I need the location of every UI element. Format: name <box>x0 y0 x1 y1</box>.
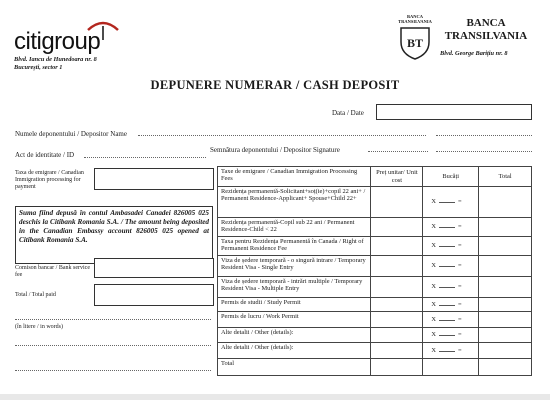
bt-address: Blvd. George Barițiu nr. 8 <box>440 50 508 57</box>
fee-row-unit-cost[interactable] <box>371 218 423 237</box>
fee-row-quantity[interactable] <box>423 277 479 298</box>
fee-row-quantity[interactable] <box>423 237 479 256</box>
bank-fee-label: Comison bancar / Bank service fee <box>15 265 90 278</box>
quantity-blank[interactable] <box>439 320 455 321</box>
fee-row-unit-cost[interactable] <box>371 187 423 218</box>
fees-table <box>217 166 532 376</box>
multiply-symbol: X <box>431 300 436 308</box>
equals-symbol: = <box>457 300 462 308</box>
in-words-label: (în litere / in words) <box>15 324 63 330</box>
equals-symbol: = <box>457 242 462 250</box>
quantity-blank[interactable] <box>439 351 455 352</box>
fee-row-unit-cost[interactable] <box>371 277 423 298</box>
multiply-symbol: X <box>431 262 436 270</box>
page-bottom-edge <box>0 394 550 400</box>
fee-row-unit-cost[interactable] <box>371 328 423 343</box>
quantity-blank[interactable] <box>439 266 455 267</box>
citi-address <box>14 56 97 72</box>
total-paid-label: Total / Total paid <box>15 292 56 298</box>
id-line[interactable] <box>84 157 206 158</box>
fees-header-unit-cost: Preț unitar/ Unit cost <box>371 167 423 187</box>
fee-row-total[interactable] <box>479 312 532 328</box>
fee-row-label: Rezidența permanentă-Copil sub 22 ani / Permanent Residence-Child < 22 <box>218 218 371 237</box>
citi-address-line2: București, sector 1 <box>14 64 63 71</box>
fee-row <box>218 328 532 343</box>
fee-row-total[interactable] <box>479 343 532 359</box>
fee-row-quantity[interactable] <box>423 328 479 343</box>
immigration-fee-field[interactable] <box>94 168 214 190</box>
quantity-blank[interactable] <box>439 227 455 228</box>
equals-symbol: = <box>457 198 462 206</box>
citi-umbrella-arc-icon <box>86 18 120 40</box>
quantity-blank[interactable] <box>439 202 455 203</box>
fee-row-label: Taxa pentru Rezidența Permanentă în Canada / Right of Permanent Residence Fee <box>218 237 371 256</box>
depositor-name-label: Numele deponentului / Depositor Name <box>15 130 127 138</box>
fee-row <box>218 256 532 277</box>
fee-row-total[interactable] <box>479 256 532 277</box>
bt-bank-name <box>440 17 532 43</box>
fees-header-description: Taxe de emigrare / Canadian Immigration Processing Fees <box>218 167 371 187</box>
bank-fee-field[interactable] <box>94 258 214 278</box>
fee-row-label: Alte detalii / Other (details): <box>218 328 371 343</box>
fee-row-total[interactable] <box>479 277 532 298</box>
signature-label: Semnătura deponentului / Depositor Signature <box>210 146 340 154</box>
equals-symbol: = <box>457 346 462 354</box>
equals-symbol: = <box>457 262 462 270</box>
fee-row-label: Alte detalii / Other (details): <box>218 343 371 359</box>
equals-symbol: = <box>457 315 462 323</box>
multiply-symbol: X <box>431 315 436 323</box>
fee-row-label: Permis de lucru / Work Permit <box>218 312 371 328</box>
fee-row <box>218 359 532 376</box>
signature-line-2[interactable] <box>436 151 532 152</box>
equals-symbol: = <box>457 331 462 339</box>
immigration-fee-label: Taxa de emigrare / Canadian Immigration processing for payment <box>15 170 84 190</box>
fees-header-pieces: Bucăți <box>423 167 479 187</box>
fees-header-total: Total <box>479 167 532 187</box>
equals-symbol: = <box>457 283 462 291</box>
citi-address-line1: Blvd. Iancu de Hunedoara nr. 8 <box>14 56 97 63</box>
fee-row-label: Total <box>218 359 371 376</box>
fee-row-unit-cost[interactable] <box>371 343 423 359</box>
fee-row-quantity[interactable] <box>423 359 479 376</box>
fee-row-unit-cost[interactable] <box>371 237 423 256</box>
fee-row-total[interactable] <box>479 328 532 343</box>
bt-name-line2: TRANSILVANIA <box>444 30 528 42</box>
signature-line[interactable] <box>368 151 428 152</box>
bt-logo-mark: BT <box>406 36 424 50</box>
fee-row-total[interactable] <box>479 218 532 237</box>
fee-row-label: Viza de ședere temporară - o singură intrare / Temporary Resident Visa - Single Entry <box>218 256 371 277</box>
fee-row-total[interactable] <box>479 237 532 256</box>
bt-logo-caption: BANCA TRANSILVANIA <box>398 14 432 24</box>
fee-row-total[interactable] <box>479 187 532 218</box>
bt-shield-icon <box>398 22 432 60</box>
embassy-account-notice: Suma fiind depusă în contul Ambasadei Canadei 826005 025 deschis la Citibank Romania S.A. / The amount being deposited in the Canadian Embassy account 826005 025 opened at Citibank Romania S.A. <box>15 206 213 264</box>
fee-row-quantity[interactable] <box>423 187 479 218</box>
multiply-symbol: X <box>431 198 436 206</box>
fee-row-unit-cost[interactable] <box>371 312 423 328</box>
id-label: Act de identitate / ID <box>15 151 75 159</box>
fee-row <box>218 298 532 312</box>
multiply-symbol: X <box>431 346 436 354</box>
fee-row-quantity[interactable] <box>423 256 479 277</box>
bt-name-line1: BANCA <box>466 17 506 29</box>
fee-row <box>218 277 532 298</box>
depositor-name-line[interactable] <box>138 135 426 136</box>
multiply-symbol: X <box>431 223 436 231</box>
amount-words-line-1[interactable] <box>15 319 211 320</box>
fee-row-total[interactable] <box>479 298 532 312</box>
fee-row <box>218 218 532 237</box>
depositor-name-line-2[interactable] <box>436 135 532 136</box>
fee-row-quantity[interactable] <box>423 298 479 312</box>
fee-row-unit-cost[interactable] <box>371 298 423 312</box>
fee-row-total[interactable] <box>479 359 532 376</box>
amount-words-line-2[interactable] <box>15 345 211 346</box>
quantity-blank[interactable] <box>439 335 455 336</box>
fee-row-quantity[interactable] <box>423 312 479 328</box>
fee-row-unit-cost[interactable] <box>371 359 423 376</box>
fee-row-quantity[interactable] <box>423 218 479 237</box>
fee-row-unit-cost[interactable] <box>371 256 423 277</box>
form-title: DEPUNERE NUMERAR / CASH DEPOSIT <box>150 78 400 92</box>
multiply-symbol: X <box>431 331 436 339</box>
equals-symbol: = <box>457 223 462 231</box>
fee-row-label: Viza de ședere temporară - intrări multiple / Temporary Resident Visa - Multiple Entry <box>218 277 371 298</box>
fee-row <box>218 237 532 256</box>
date-label: Data / Date <box>332 109 364 117</box>
date-field[interactable] <box>376 104 532 120</box>
amount-words-line-3[interactable] <box>15 370 211 371</box>
fee-row <box>218 312 532 328</box>
fee-row <box>218 187 532 218</box>
multiply-symbol: X <box>431 242 436 250</box>
fee-row <box>218 343 532 359</box>
quantity-blank[interactable] <box>439 246 455 247</box>
fee-row-quantity[interactable] <box>423 343 479 359</box>
total-paid-field[interactable] <box>94 284 214 306</box>
multiply-symbol: X <box>431 283 436 291</box>
fee-row-label: Permis de studii / Study Permit <box>218 298 371 312</box>
quantity-blank[interactable] <box>439 305 455 306</box>
fee-row-label: Rezidența permanentă-Solicitant+soț(ie)+copil 22 ani+ / Permanent Residence-Applicant+ Spouse+Child 22+ <box>218 187 371 218</box>
quantity-blank[interactable] <box>439 287 455 288</box>
citigroup-logo: citigroup <box>14 28 101 55</box>
